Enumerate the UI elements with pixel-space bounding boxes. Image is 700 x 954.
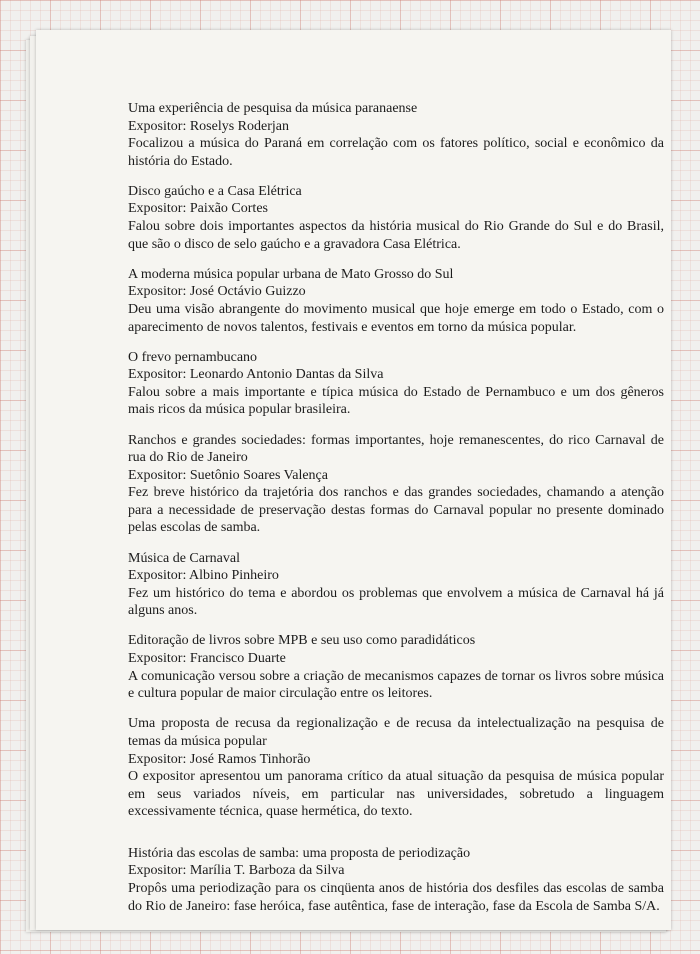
entry-description: Deu uma visão abrangente do movimento musical que hoje emerge em todo o Estado, com o aparecimento de novos talentos, festivais e eventos em torno da música popular.	[128, 301, 664, 335]
entry-title: Disco gaúcho e a Casa Elétrica	[128, 183, 302, 199]
entry-description: A comunicação versou sobre a criação de mecanismos capazes de tornar os livros sobre música e cultura popular de maior circulação entre os leitores.	[128, 668, 664, 702]
entry-presenter: Expositor: Paixão Cortes	[128, 201, 268, 217]
entry-9	[128, 845, 664, 915]
entry-description: Falou sobre dois importantes aspectos da história musical do Rio Grande do Sul e do Brasil, que são o disco de selo gaúcho e a gravadora Casa Elétrica.	[128, 219, 664, 252]
entry-description: Propôs uma periodização para os cinqüenta anos de história dos desfiles das escolas de samba do Rio de Janeiro: fase heróica, fase autêntica, fase de interação, fase da Escola de Samba S/A.	[128, 881, 664, 914]
entry-title: O frevo pernambucano	[128, 349, 258, 365]
entry-2	[128, 183, 664, 253]
entry-title: Uma experiência de pesquisa da música paranaense	[128, 101, 418, 116]
entry-description: Falou sobre a mais importante e típica música do Estado de Pernambuco e um dos gêneros mais ricos da música popular brasileira.	[128, 384, 664, 418]
entry-6	[128, 550, 664, 620]
entry-description: Focalizou a música do Paraná em correlação com os fatores político, social e econômico da história do Estado.	[128, 136, 664, 169]
entry-description: O expositor apresentou um panorama crítico da atual situação da pesquisa de música popular em seus variados níveis, em particular nas universidades, sobretudo a linguagem excessivamente técnica, quase hermética, do texto.	[128, 769, 664, 820]
entry-description: Fez breve histórico da trajetória dos ranchos e das grandes sociedades, chamando a atenção para a necessidade de preservação destas formas do Carnaval popular no presente dominado pelas escolas de samba.	[128, 485, 664, 536]
document-body	[128, 100, 664, 928]
entry-1	[128, 100, 664, 170]
entry-presenter: Expositor: Roselys Roderjan	[128, 118, 289, 134]
entry-presenter: Expositor: Francisco Duarte	[128, 651, 286, 667]
entry-presenter: Expositor: Marília T. Barboza da Silva	[128, 863, 345, 879]
entry-4	[128, 349, 664, 419]
entry-title: Ranchos e grandes sociedades: formas importantes, hoje remanescentes, do rico Carnaval de rua do Rio de Janeiro	[128, 432, 664, 466]
entry-presenter: Expositor: Leonardo Antonio Dantas da Silva	[128, 367, 384, 383]
entry-presenter: Expositor: José Ramos Tinhorão	[128, 751, 311, 767]
entry-title: Editoração de livros sobre MPB e seu uso como paradidáticos	[128, 633, 476, 649]
entry-7	[128, 632, 664, 702]
entry-title: História das escolas de samba: uma proposta de periodização	[128, 845, 471, 861]
entry-title: Música de Carnaval	[128, 550, 240, 566]
entry-title: A moderna música popular urbana de Mato Grosso do Sul	[128, 266, 454, 282]
entry-title: Uma proposta de recusa da regionalização e de recusa da intelectualização na pesquisa de temas da música popular	[128, 716, 664, 749]
entry-8	[128, 715, 664, 821]
entry-5	[128, 432, 664, 538]
entry-3	[128, 266, 664, 336]
entry-presenter: Expositor: José Octávio Guizzo	[128, 284, 306, 300]
entry-description: Fez um histórico do tema e abordou os problemas que envolvem a música de Carnaval há já alguns anos.	[128, 585, 664, 619]
entry-presenter: Expositor: Albino Pinheiro	[128, 568, 279, 584]
entry-presenter: Expositor: Suetônio Soares Valença	[128, 467, 328, 483]
